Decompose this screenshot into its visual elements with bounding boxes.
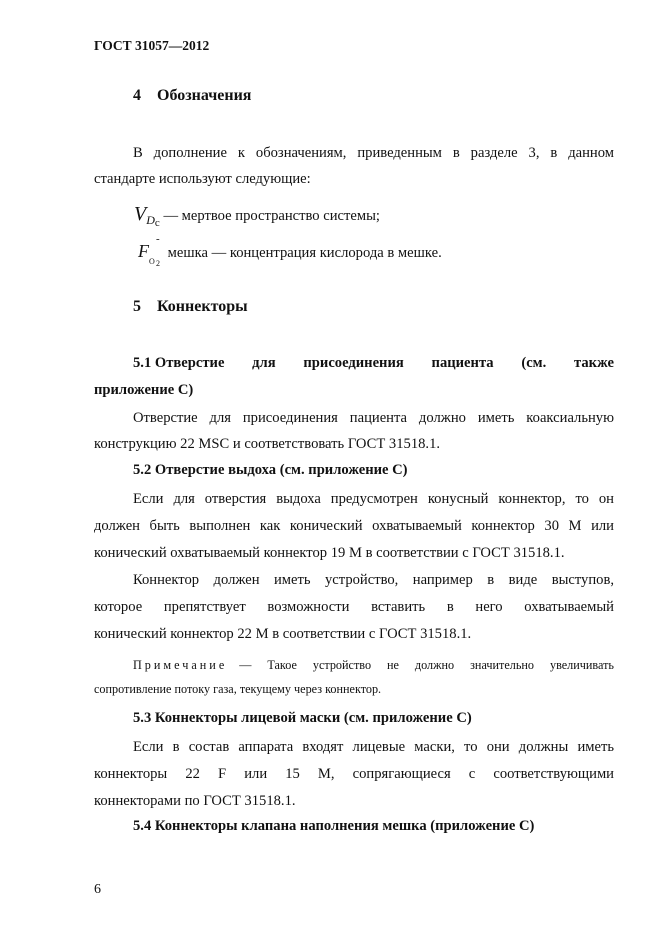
intro-line-2: стандарте используют следующие:	[94, 171, 311, 187]
section-title: Коннекторы	[157, 298, 248, 315]
subsection-5-4-title: 5.4 Коннекторы клапана наполнения мешка (приложение С)	[133, 818, 535, 834]
subsection-5-2-title: 5.2 Отверстие выдоха (см. приложение С)	[133, 462, 408, 478]
page-number: 6	[94, 882, 101, 897]
section-5-heading	[133, 298, 248, 316]
section-number: 4	[133, 87, 141, 104]
paragraph-line: Отверстие для присоединения пациента должно иметь коаксиальную	[133, 410, 614, 426]
symbol-definition-2	[138, 233, 442, 268]
note-label: Примечание	[133, 658, 228, 672]
note	[133, 653, 614, 677]
note-text-cont: сопротивление потоку газа, текущему через коннектор.	[94, 682, 382, 696]
symbol-v: $V_{Dc}$	[134, 203, 160, 229]
symbol-1-text: — мертвое пространство системы;	[163, 208, 380, 224]
section-title: Обозначения	[157, 87, 252, 104]
paragraph-line: Если для отверстия выдоха предусмотрен конусный коннектор, то он	[133, 491, 614, 507]
section-number: 5	[133, 298, 141, 315]
paragraph-line: конструкцию 22 MSC и соответствовать ГОСТ 31518.1.	[94, 436, 441, 452]
paragraph-line: Если в состав аппарата входят лицевые маски, то они должны иметь	[133, 739, 614, 755]
paragraph-line: коннекторами по ГОСТ 31518.1.	[94, 793, 296, 809]
paragraph-line: которое препятствует возможности вставить в него охватываемый	[94, 599, 614, 615]
symbol-2-text: мешка — концентрация кислорода в мешке.	[167, 245, 442, 261]
paragraph-line: должен быть выполнен как конический охватываемый коннектор 30 М или	[94, 518, 614, 534]
subsection-5-1-title: 5.1 Отверстие для присоединения пациента (см. также	[133, 355, 614, 371]
subsection-5-3-title: 5.3 Коннекторы лицевой маски (см. приложение С)	[133, 710, 472, 726]
intro-line-1: В дополнение к обозначениям, приведенным в разделе 3, в данном	[133, 145, 614, 161]
section-4-heading	[133, 87, 251, 105]
symbol-f: F - O 2	[138, 233, 160, 268]
paragraph-line: Коннектор должен иметь устройство, например в виде выступов,	[133, 572, 614, 588]
note-text: — Такое устройство не должно значительно увеличивать	[239, 658, 614, 672]
document-header: ГОСТ 31057—2012	[94, 38, 210, 53]
symbol-definition-1	[134, 201, 380, 230]
paragraph-line: коннекторы 22 F или 15 М, сопрягающиеся с соответствующими	[94, 766, 614, 782]
subsection-5-1-title-cont: приложение С)	[94, 382, 194, 398]
paragraph-line: конический охватываемый коннектор 19 М в соответствии с ГОСТ 31518.1.	[94, 545, 565, 561]
paragraph-line: конический коннектор 22 М в соответствии с ГОСТ 31518.1.	[94, 626, 472, 642]
